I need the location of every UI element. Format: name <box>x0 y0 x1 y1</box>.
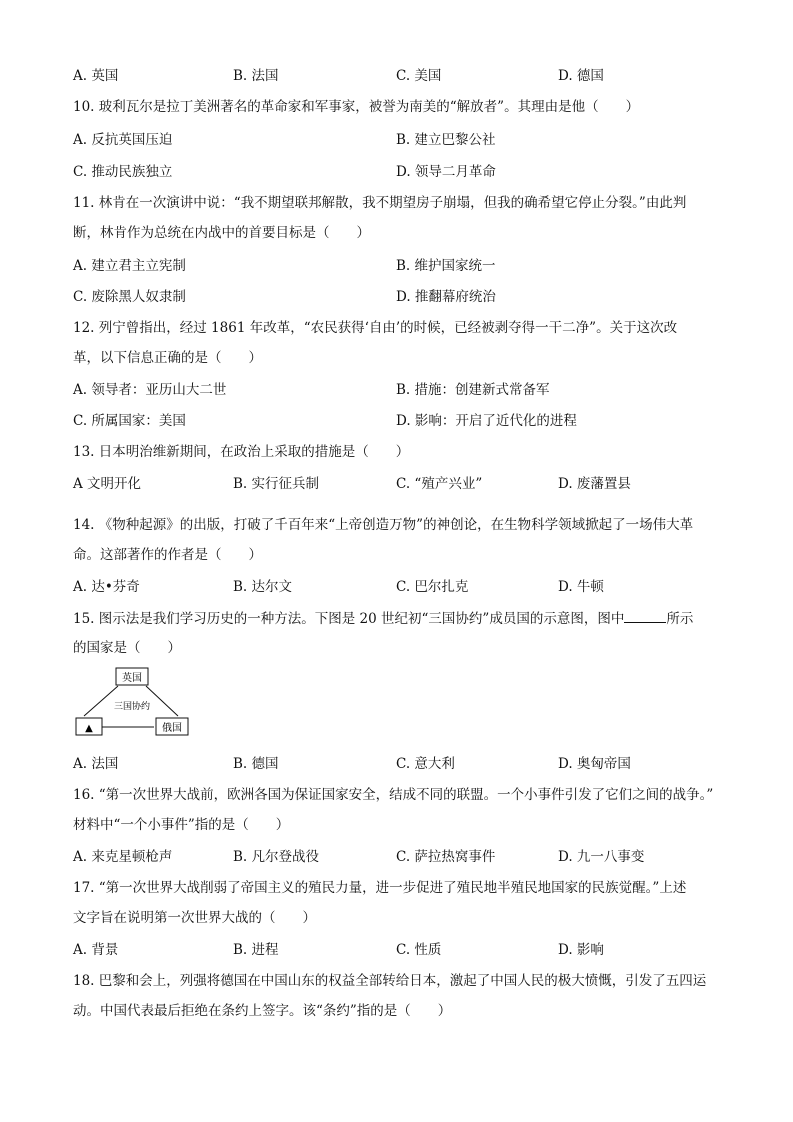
q12-stem-line2: 革，以下信息正确的是（ ） <box>73 350 262 366</box>
q13-stem: 13. 日本明治维新期间，在政治上采取的措施是（ ） <box>73 444 410 460</box>
q15-blank <box>624 608 666 623</box>
q15-stem-line2: 的国家是（ ） <box>73 640 181 656</box>
q16-option-c: C. 萨拉热窝事件 <box>396 849 496 865</box>
q16-stem-line2: 材料中“一个小事件”指的是（ ） <box>73 817 290 833</box>
diagram-edge-left <box>84 686 118 716</box>
q13-option-b: B. 实行征兵制 <box>233 476 320 492</box>
q14-stem-line2: 命。这部著作的作者是（ ） <box>73 547 262 563</box>
q17-option-b: B. 进程 <box>233 942 279 958</box>
q16-option-b: B. 凡尔登战役 <box>233 849 320 865</box>
q15-option-d: D. 奥匈帝国 <box>558 756 631 772</box>
q16-option-a: A. 来克星顿枪声 <box>73 849 173 865</box>
q17-stem-line1: 17. “第一次世界大战削弱了帝国主义的殖民力量，进一步促进了殖民地半殖民地国家的民族觉醒。”上述 <box>73 880 687 896</box>
q15-option-c: C. 意大利 <box>396 756 455 772</box>
q14-stem-line1: 14. 《物种起源》的出版，打破了千百年来“上帝创造万物”的神创论，在生物科学领域掀起了一场伟大革 <box>73 517 694 533</box>
diagram-label-right: 俄国 <box>162 723 182 734</box>
q13-option-c: C. “殖产兴业” <box>396 476 483 492</box>
diagram-label-left: ▲ <box>85 723 93 734</box>
q11-stem-line1: 11. 林肯在一次演讲中说：“我不期望联邦解散，我不期望房子崩塌，但我的确希望它停止分裂。”由此判 <box>73 195 687 211</box>
q11-stem-line2: 断，林肯作为总统在内战中的首要目标是（ ） <box>73 225 370 241</box>
q15-stem-line1 <box>73 608 693 629</box>
q11-option-a: A. 建立君主立宪制 <box>73 258 186 274</box>
q17-option-a: A. 背景 <box>73 942 119 958</box>
triple-entente-diagram <box>70 664 195 744</box>
q12-option-d: D. 影响：开启了近代化的进程 <box>396 413 577 429</box>
q9-option-a: A. 英国 <box>73 68 119 84</box>
q10-option-b: B. 建立巴黎公社 <box>396 132 496 148</box>
q9-option-b: B. 法国 <box>233 68 279 84</box>
q15-stem-part-b: 所示 <box>666 611 694 627</box>
q18-stem-line1: 18. 巴黎和会上，列强将德国在中国山东的权益全部转给日本，激起了中国人民的极大愤慨，引发了五四运 <box>73 973 707 989</box>
q11-option-d: D. 推翻幕府统治 <box>396 289 496 305</box>
q16-stem-line1: 16. “第一次世界大战前，欧洲各国为保证国家安全，结成不同的联盟。一个小事件引发了它们之间的战争。” <box>73 787 714 803</box>
q10-option-c: C. 推动民族独立 <box>73 164 173 180</box>
q12-option-c: C. 所属国家：美国 <box>73 413 186 429</box>
q17-option-d: D. 影响 <box>558 942 604 958</box>
q14-option-d: D. 牛顿 <box>558 579 604 595</box>
q13-option-a: A 文明开化 <box>73 476 142 492</box>
q12-stem-line1: 12. 列宁曾指出，经过 1861 年改革，“农民获得‘自由’的时候，已经被剥夺得一干二净”。关于这次改 <box>73 320 678 336</box>
q17-option-c: C. 性质 <box>396 942 442 958</box>
q10-option-d: D. 领导二月革命 <box>396 164 496 180</box>
q14-option-a: A. 达•芬奇 <box>73 579 140 595</box>
diagram-label-center: 三国协约 <box>113 702 151 712</box>
q11-option-b: B. 维护国家统一 <box>396 258 496 274</box>
diagram-edge-right <box>146 686 178 716</box>
q11-option-c: C. 废除黑人奴隶制 <box>73 289 186 305</box>
q9-option-d: D. 德国 <box>558 68 604 84</box>
q14-option-c: C. 巴尔扎克 <box>396 579 469 595</box>
q12-option-b: B. 措施：创建新式常备军 <box>396 382 550 398</box>
q15-stem-part-a: 15. 图示法是我们学习历史的一种方法。下图是 20 世纪初“三国协约”成员国的示意图，图中 <box>73 611 625 627</box>
q16-option-d: D. 九一八事变 <box>558 849 645 865</box>
q18-stem-line2: 动。中国代表最后拒绝在条约上签字。该“条约”指的是（ ） <box>73 1003 452 1019</box>
q15-option-a: A. 法国 <box>73 756 119 772</box>
q14-option-b: B. 达尔文 <box>233 579 293 595</box>
q10-stem: 10. 玻利瓦尔是拉丁美洲著名的革命家和军事家，被誉为南美的“解放者”。其理由是他（ ） <box>73 99 640 115</box>
q12-option-a: A. 领导者：亚历山大二世 <box>73 382 227 398</box>
diagram-label-top: 英国 <box>122 673 142 684</box>
q9-option-c: C. 美国 <box>396 68 442 84</box>
q17-stem-line2: 文字旨在说明第一次世界大战的（ ） <box>73 910 316 926</box>
q13-option-d: D. 废藩置县 <box>558 476 631 492</box>
q15-option-b: B. 德国 <box>233 756 279 772</box>
q10-option-a: A. 反抗英国压迫 <box>73 132 173 148</box>
